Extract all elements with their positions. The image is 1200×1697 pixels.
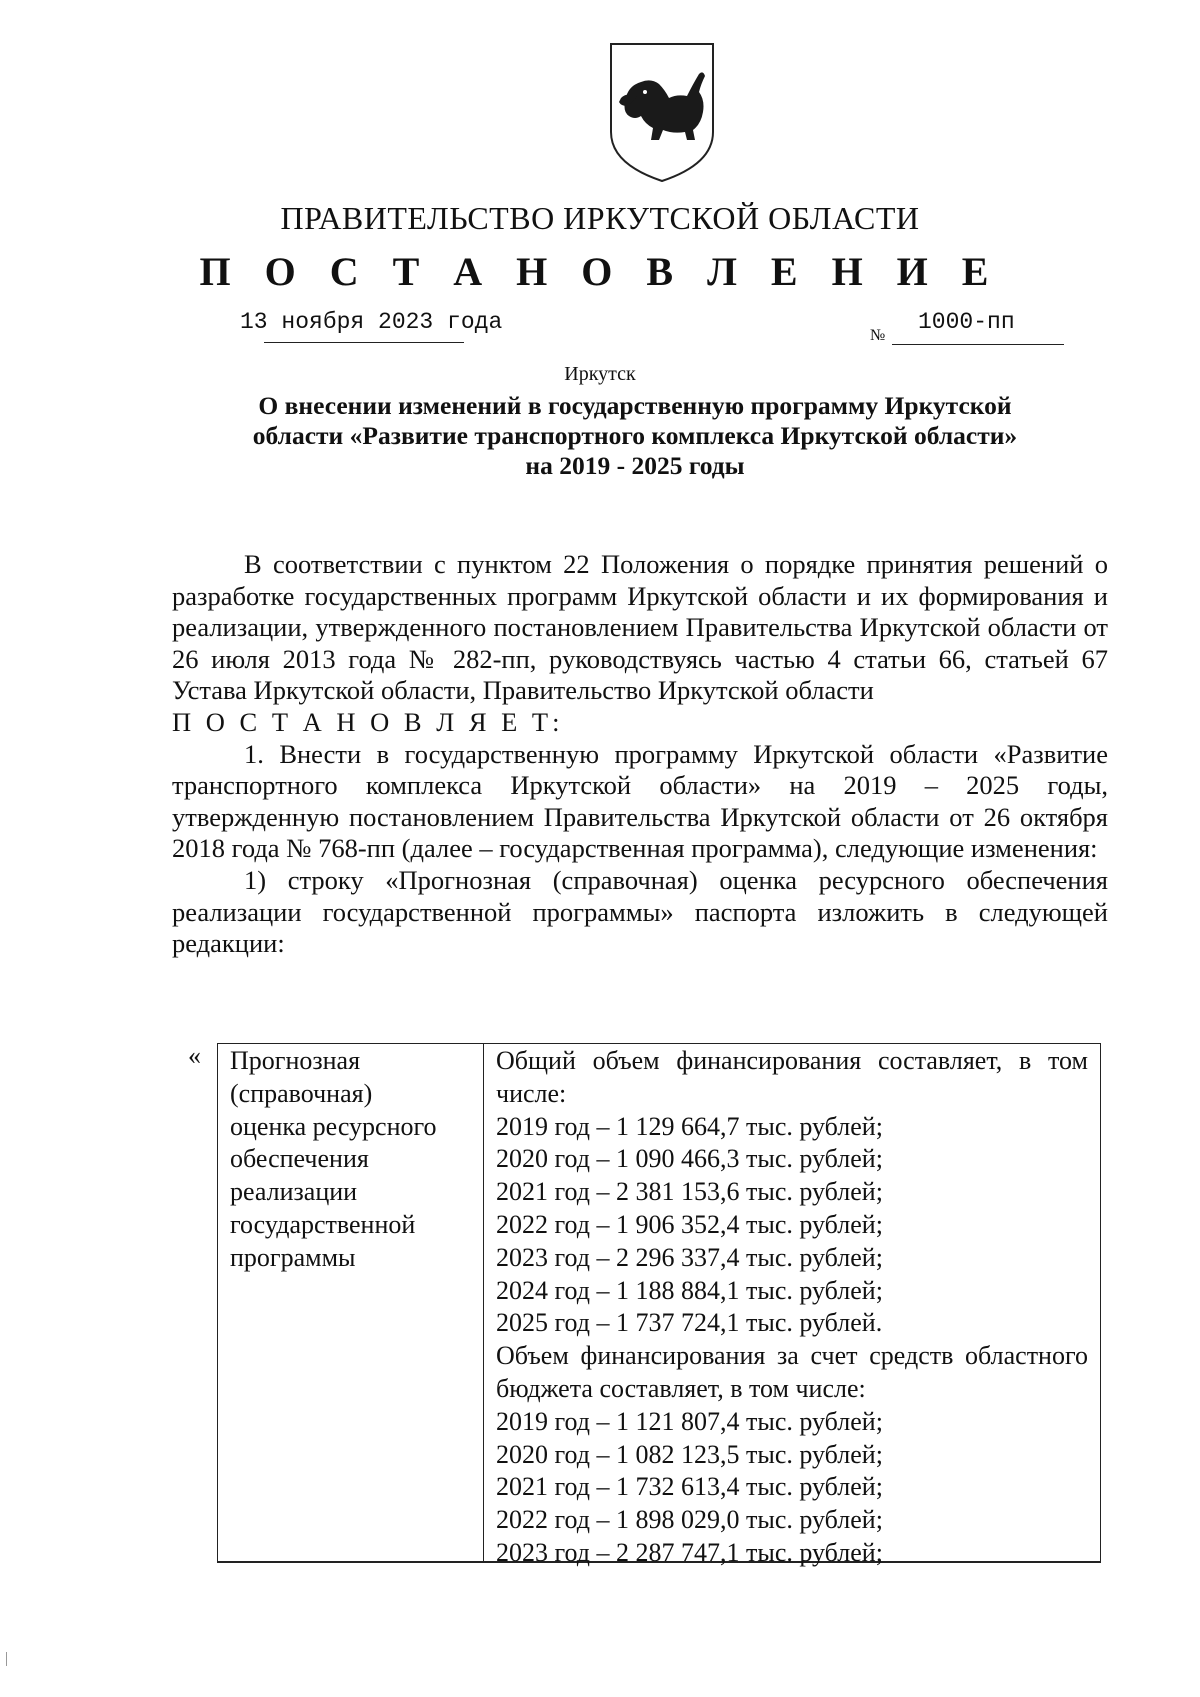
row-label-line: реализации [230,1177,358,1207]
row-label-line: оценка ресурсного [230,1111,437,1141]
financing-line: 2023 год – 2 296 337,4 тыс. рублей; [496,1242,883,1272]
row-value-cell [496,1045,1088,1570]
document-type-title: П О С Т А Н О В Л Е Н И Е [199,249,1001,294]
financing-line: 2020 год – 1 082 123,5 тыс. рублей; [496,1439,883,1469]
column-divider [483,1044,484,1561]
decree-body [172,549,1108,960]
financing-line: 2021 год – 2 381 153,6 тыс. рублей; [496,1177,883,1207]
passport-table [217,1043,1101,1567]
decree-number: 1000-пп [918,309,1015,335]
total-financing-intro: Общий объем финансирования составляет, в том числе: [496,1046,1088,1108]
open-quote: « [188,1041,201,1070]
financing-line: 2023 год – 2 287 747,1 тыс. рублей; [496,1537,883,1567]
title-line: О внесении изменений в государственную программу Иркутской [258,391,1012,420]
title-line: на 2019 - 2025 годы [525,451,745,480]
city-name: Иркутск [564,363,636,385]
row-label-line: программы [230,1242,356,1272]
financing-line: 2020 год – 1 090 466,3 тыс. рублей; [496,1144,883,1174]
row-label-line: Прогнозная [230,1046,361,1075]
decree-date: 13 ноября 2023 года [240,309,503,335]
number-label: № [870,327,886,344]
resolves-heading: П О С Т А Н О В Л Я Е Т: [172,706,564,737]
scan-margin-mark [6,1652,7,1666]
financing-line: 2025 год – 1 737 724,1 тыс. рублей. [496,1308,883,1338]
coat-of-arms-icon [607,40,717,185]
row-label-line: обеспечения [230,1144,369,1174]
row-label-cell [230,1045,475,1275]
title-line: области «Развитие транспортного комплекса Иркутской области» [252,421,1018,450]
item-1-1-paragraph: 1) строку «Прогнозная (справочная) оценка ресурсного обеспечения реализации государственной программы» паспорта изложить в следующей редакции: [172,864,1108,959]
financing-line: 2019 год – 1 121 807,4 тыс. рублей; [496,1406,883,1436]
row-label-line: государственной [230,1209,416,1239]
financing-line: 2019 год – 1 129 664,7 тыс. рублей; [496,1111,883,1141]
row-label-line: (справочная) [230,1078,373,1108]
item-1-paragraph: 1. Внести в государственную программу Иркутской области «Развитие транспортного комплекса Иркутской области» на 2019 – 2025 годы, утвержденную постановлением Правительства Иркутской области от 26 октября 2018 года № 768-пп (далее – государственная программа), следующие изменения: [172,738,1108,864]
financing-line: 2024 год – 1 188 884,1 тыс. рублей; [496,1275,883,1305]
decree-title [150,391,1120,481]
date-underline [264,342,464,343]
government-name: ПРАВИТЕЛЬСТВО ИРКУТСКОЙ ОБЛАСТИ [280,200,920,236]
preamble-paragraph: В соответствии с пунктом 22 Положения о порядке принятия решений о разработке государственных программ Иркутской области и их формирования и реализации, утвержденного постановлением Правительства Иркутской области от 26 июля 2013 года № 282-пп, руководствуясь частью 4 статьи 66, статьей 67 Устава Иркутской области, Правительство Иркутской области [172,549,1108,706]
financing-line: 2022 год – 1 898 029,0 тыс. рублей; [496,1505,883,1535]
regional-financing-intro: Объем финансирования за счет средств областного бюджета составляет, в том числе: [496,1341,1088,1403]
number-underline [892,344,1064,345]
financing-line: 2021 год – 1 732 613,4 тыс. рублей; [496,1472,883,1502]
financing-line: 2022 год – 1 906 352,4 тыс. рублей; [496,1209,883,1239]
